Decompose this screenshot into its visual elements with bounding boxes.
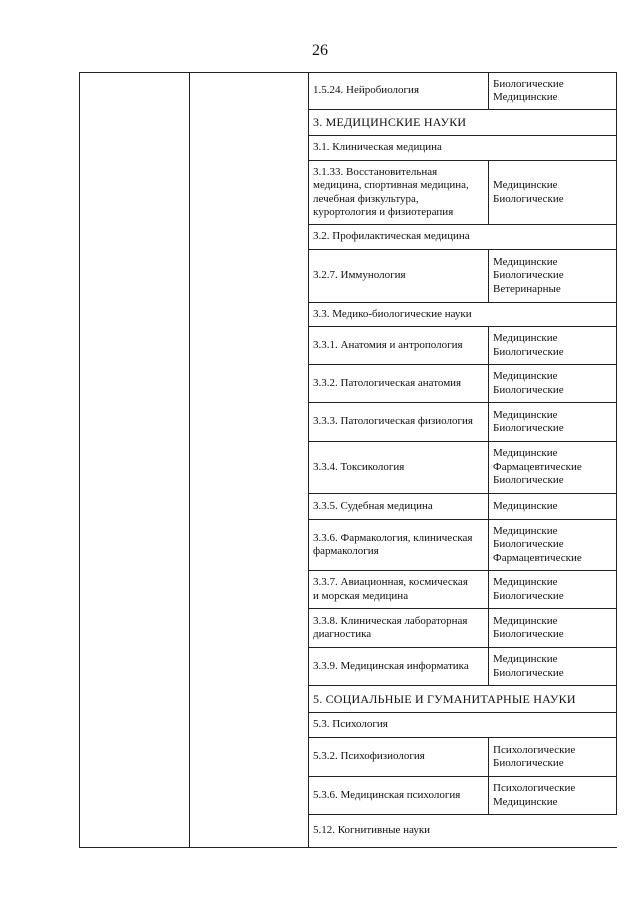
specialty-name-cell bbox=[309, 571, 489, 609]
specialty-name-cell bbox=[309, 327, 489, 365]
specialty-name-cell bbox=[309, 777, 489, 815]
specialty-name-line: медицина, спортивная медицина, bbox=[313, 179, 469, 192]
section-header-text: 3.2. Профилактическая медицина bbox=[313, 230, 470, 243]
science-field: Биологические bbox=[493, 474, 564, 487]
specialties-table-wrap bbox=[79, 72, 616, 845]
specialty-name-line: 3.1.33. Восстановительная bbox=[313, 165, 438, 178]
science-field: Медицинские bbox=[493, 370, 558, 383]
table-row bbox=[80, 73, 617, 110]
specialty-name: 5.3.6. Медицинская психология bbox=[313, 788, 461, 801]
specialty-name-cell bbox=[309, 609, 489, 648]
science-field: Биологические bbox=[493, 77, 564, 90]
science-field: Медицинские bbox=[493, 179, 558, 192]
left-empty-column-2 bbox=[190, 73, 309, 848]
science-field: Медицинские bbox=[493, 408, 558, 421]
science-field: Психологические bbox=[493, 782, 576, 795]
specialty-name: 1.5.24. Нейробиология bbox=[313, 84, 419, 97]
science-fields-cell bbox=[489, 520, 617, 571]
science-field: Биологические bbox=[493, 345, 564, 358]
specialty-name: 3.3.2. Патологическая анатомия bbox=[313, 376, 462, 389]
specialty-name-line: 3.3.8. Клиническая лабораторная bbox=[313, 614, 468, 627]
specialty-name-line: и морская медицина bbox=[313, 589, 409, 602]
specialty-name-cell bbox=[309, 73, 489, 110]
section-header bbox=[309, 136, 617, 161]
section-header-text: 3.1. Клиническая медицина bbox=[313, 141, 442, 154]
science-field: Ветеринарные bbox=[493, 282, 561, 295]
specialty-name-cell bbox=[309, 161, 489, 225]
specialty-name-cell bbox=[309, 442, 489, 494]
science-field: Биологические bbox=[493, 666, 564, 679]
specialty-name: 5.3.2. Психофизиология bbox=[313, 750, 425, 763]
science-fields-cell bbox=[489, 777, 617, 815]
science-field: Биологические bbox=[493, 422, 564, 434]
science-field: Медицинские bbox=[493, 447, 558, 460]
science-fields-cell bbox=[489, 738, 617, 777]
science-fields-cell bbox=[489, 327, 617, 365]
specialty-name-line: курортология и физиотерапия bbox=[313, 205, 454, 218]
science-field: Фармацевтические bbox=[493, 551, 582, 564]
science-fields-cell bbox=[489, 648, 617, 686]
science-field: Биологические bbox=[493, 192, 564, 205]
science-field: Медицинские bbox=[493, 499, 558, 512]
science-field: Медицинские bbox=[493, 332, 558, 345]
specialty-name-line: 3.3.7. Авиационная, космическая bbox=[313, 576, 468, 589]
science-field: Медицинские bbox=[493, 614, 558, 627]
section-header-text: 5. СОЦИАЛЬНЫЕ И ГУМАНИТАРНЫЕ НАУКИ bbox=[313, 691, 576, 706]
science-field: Медицинские bbox=[493, 653, 558, 666]
specialty-name-cell bbox=[309, 738, 489, 777]
science-fields-cell bbox=[489, 494, 617, 520]
specialties-table bbox=[79, 72, 617, 848]
science-field: Биологические bbox=[493, 757, 564, 769]
specialty-name: 3.3.4. Токсикология bbox=[313, 460, 405, 473]
section-header bbox=[309, 713, 617, 738]
specialty-name: 3.3.1. Анатомия и антропология bbox=[313, 338, 463, 351]
section-header-text: 3. МЕДИЦИНСКИЕ НАУКИ bbox=[313, 115, 467, 130]
science-fields-cell bbox=[489, 161, 617, 225]
science-field: Биологические bbox=[493, 628, 564, 640]
specialty-name: 3.3.3. Патологическая физиология bbox=[313, 415, 473, 428]
specialty-name: 3.2.7. Иммунология bbox=[313, 269, 406, 282]
science-fields-cell bbox=[489, 250, 617, 303]
specialty-name-cell bbox=[309, 520, 489, 571]
specialty-name: 3.3.5. Судебная медицина bbox=[313, 499, 433, 512]
section-header bbox=[309, 110, 617, 136]
specialty-name-cell bbox=[309, 403, 489, 442]
specialty-name-line: 3.3.6. Фармакология, клиническая bbox=[313, 531, 473, 544]
specialty-name-cell bbox=[309, 250, 489, 303]
section-header-text: 5.3. Психология bbox=[313, 718, 388, 731]
specialty-name-line: лечебная физкультура, bbox=[313, 192, 419, 205]
science-field: Биологические bbox=[493, 269, 564, 282]
section-header-text: 3.3. Медико-биологические науки bbox=[313, 307, 472, 320]
science-field: Биологические bbox=[493, 538, 564, 551]
section-header bbox=[309, 815, 617, 848]
page-number: 26 bbox=[312, 42, 328, 59]
science-field: Медицинские bbox=[493, 524, 558, 537]
specialty-name-cell bbox=[309, 365, 489, 403]
section-header bbox=[309, 686, 617, 713]
specialty-name-cell bbox=[309, 494, 489, 520]
science-fields-cell bbox=[489, 73, 617, 110]
science-fields-cell bbox=[489, 403, 617, 442]
section-header bbox=[309, 303, 617, 327]
science-field: Биологические bbox=[493, 589, 564, 602]
left-empty-column-1 bbox=[80, 73, 190, 848]
section-header-text: 5.12. Когнитивные науки bbox=[313, 824, 431, 837]
science-fields-cell bbox=[489, 442, 617, 494]
science-field: Медицинские bbox=[493, 255, 558, 268]
science-fields-cell bbox=[489, 609, 617, 648]
science-field: Медицинские bbox=[493, 795, 558, 808]
science-field: Медицинские bbox=[493, 91, 558, 103]
science-field: Медицинские bbox=[493, 576, 558, 589]
specialty-name-line: фармакология bbox=[313, 545, 379, 557]
science-fields-cell bbox=[489, 365, 617, 403]
specialty-name: 3.3.9. Медицинская информатика bbox=[313, 659, 469, 672]
specialty-name-cell bbox=[309, 648, 489, 686]
science-field: Психологические bbox=[493, 743, 576, 756]
section-header bbox=[309, 225, 617, 250]
science-field: Биологические bbox=[493, 383, 564, 396]
science-field: Фармацевтические bbox=[493, 460, 582, 473]
specialty-name-line: диагностика bbox=[313, 628, 372, 640]
science-fields-cell bbox=[489, 571, 617, 609]
